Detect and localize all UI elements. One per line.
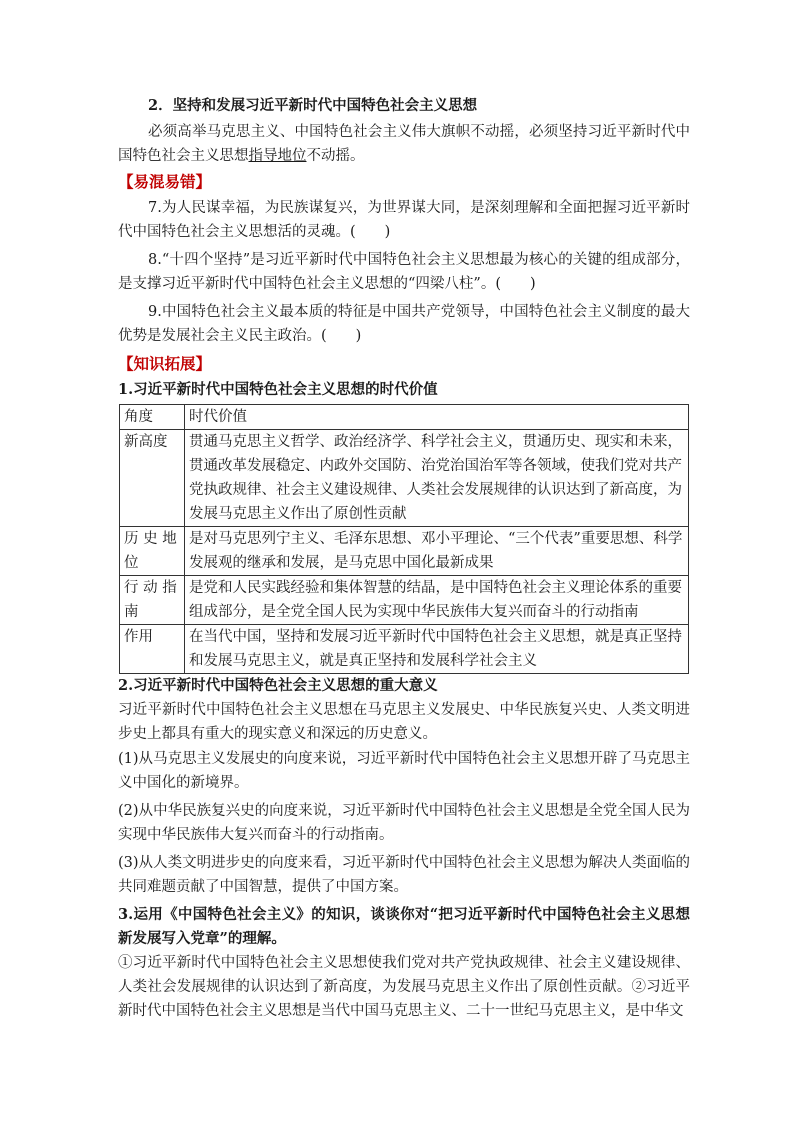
section-paragraph xyxy=(118,120,690,168)
question-item: 8.“十四个坚持”是习近平新时代中国特色社会主义思想最为核心的关键的组成部分，是支撑习近平新时代中国特色社会主义思想的“四梁八柱”。( ) xyxy=(118,252,690,292)
table-cell-value: 是党和人民实践经验和集体智慧的结晶，是中国特色社会主义理论体系的重要组成部分，是全党全国人民为实现中华民族伟大复兴而奋斗的行动指南 xyxy=(185,576,689,625)
table-header-cell: 角度 xyxy=(120,405,185,430)
question-item: 7.为人民谋幸福，为民族谋复兴，为世界谋大同，是深刻理解和全面把握习近平新时代中国特色社会主义思想活的灵魂。( ) xyxy=(118,200,690,240)
expansion-title: 【知识拓展】 xyxy=(118,354,212,373)
significance-point: (3)从人类文明进步史的向度来看，习近平新时代中国特色社会主义思想为解决人类面临的共同难题贡献了中国智慧，提供了中国方案。 xyxy=(118,855,690,895)
table-cell-value: 贯通马克思主义哲学、政治经济学、科学社会主义，贯通历史、现实和未来，贯通改革发展稳定、内政外交国防、治党治国治军等各领域，使我们党对共产党执政规律、社会主义建设规律、人类社会发展规律的认识达到了新高度，为发展马克思主义作出了原创性贡献 xyxy=(185,430,689,527)
value-table xyxy=(119,404,689,674)
table-cell-value: 是对马克思列宁主义、毛泽东思想、邓小平理论、“三个代表”重要思想、科学发展观的继承和发展，是马克思中国化最新成果 xyxy=(185,527,689,576)
table-header-cell: 时代价值 xyxy=(185,405,689,430)
paragraph-text: 必须高举马克思主义、中国特色社会主义伟大旗帜不动摇，必须坚持习近平新时代中国特色社会主义思想 xyxy=(118,124,690,164)
question-item: 9.中国特色社会主义最本质的特征是中国共产党领导，中国特色社会主义制度的最大优势是发展社会主义民主政治。( ) xyxy=(118,304,690,344)
table-row xyxy=(120,430,689,527)
subheading-2: 2.习近平新时代中国特色社会主义思想的重大意义 xyxy=(118,677,438,694)
significance-point: (2)从中华民族复兴史的向度来说，习近平新时代中国特色社会主义思想是全党全国人民为实现中华民族伟大复兴而奋斗的行动指南。 xyxy=(118,803,690,843)
table-cell-angle: 新高度 xyxy=(120,430,185,527)
table-row xyxy=(120,527,689,576)
subheading-1: 1.习近平新时代中国特色社会主义思想的时代价值 xyxy=(118,381,438,398)
significance-point: (1)从马克思主义发展史的向度来说，习近平新时代中国特色社会主义思想开辟了马克思主义中国化的新境界。 xyxy=(118,751,690,791)
table-row xyxy=(120,625,689,674)
underlined-term: 指导地位 xyxy=(248,148,307,164)
table-cell-angle: 作用 xyxy=(120,625,185,674)
confusion-title: 【易混易错】 xyxy=(118,172,212,191)
table-row xyxy=(120,576,689,625)
significance-intro: 习近平新时代中国特色社会主义思想在马克思主义发展史、中华民族复兴史、人类文明进步史上都具有重大的现实意义和深远的历史意义。 xyxy=(118,702,690,742)
table-header-row xyxy=(120,405,689,430)
table-cell-angle: 历 史 地 位 xyxy=(120,527,185,576)
subheading-3: 3.运用《中国特色社会主义》的知识，谈谈你对“把习近平新时代中国特色社会主义思想新发展写入党章”的理解。 xyxy=(118,906,690,947)
page-content xyxy=(118,94,690,1023)
answer-paragraph: ①习近平新时代中国特色社会主义思想使我们党对共产党执政规律、社会主义建设规律、人类社会发展规律的认识达到了新高度，为发展马克思主义作出了原创性贡献。②习近平新时代中国特色社会主义思想是当代中国马克思主义、二十一世纪马克思主义，是中华文 xyxy=(118,955,690,1019)
section-heading: 2．坚持和发展习近平新时代中国特色社会主义思想 xyxy=(148,97,478,114)
paragraph-text-end: 不动摇。 xyxy=(306,148,365,164)
table-cell-angle: 行 动 指 南 xyxy=(120,576,185,625)
table-cell-value: 在当代中国，坚持和发展习近平新时代中国特色社会主义思想，就是真正坚持和发展马克思主义，就是真正坚持和发展科学社会主义 xyxy=(185,625,689,674)
